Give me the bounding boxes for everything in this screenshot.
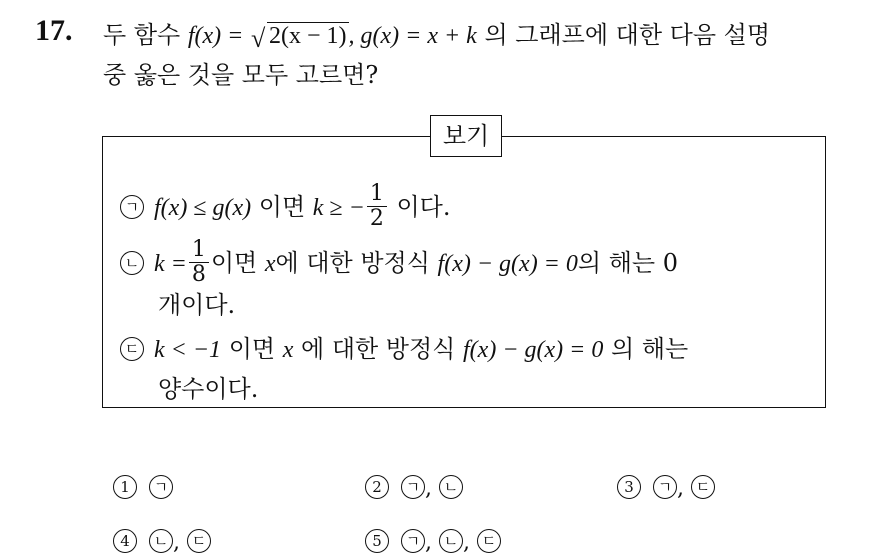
bogi-box [102,122,826,408]
item3-math3: f(x) − g(x) = 0 [463,337,604,363]
choice-number-5-icon: 5 [365,529,389,553]
item2-math3: f(x) − g(x) = 0 [437,251,578,277]
choice-marker: ㄴ [439,529,463,553]
choice-4[interactable]: 4 ㄴ , ㄷ [113,530,211,555]
item2-math2: x [264,251,276,277]
choice-5[interactable]: 5 ㄱ , ㄴ , ㄷ [365,530,501,555]
choice-number-1-icon: 1 [113,475,137,499]
question-text-prefix: 두 함수 [103,21,181,49]
choice-number-4-icon: 4 [113,529,137,553]
item2-fraction [189,238,209,287]
choice-marker: ㄱ [401,475,425,499]
bogi-item-3 [120,329,688,364]
marker-nieun-icon: ㄴ [120,251,144,275]
marker-giyeok-icon: ㄱ [120,195,144,219]
bogi-item-2-cont: 개이다. [158,291,236,319]
choice-1[interactable] [113,476,173,501]
item3-math2: x [282,337,294,363]
item1-text1: 이면 [258,193,306,221]
item2-math1: k = [154,251,187,277]
choice-2[interactable]: 2 ㄱ , ㄴ [365,476,463,501]
bogi-title: 보기 [430,115,502,157]
choice-marker: ㄱ [149,475,173,499]
sqrt-sign-icon: √ [250,24,266,53]
item1-fraction [367,182,387,231]
item2-text2: 에 대한 방정식 [275,249,430,277]
item3-text2: 에 대한 방정식 [301,335,456,363]
item3-text3: 의 해는 [611,335,689,363]
choice-marker: ㄷ [691,475,715,499]
item2-text1: 이면 [210,249,258,277]
choice-number-2-icon: 2 [365,475,389,499]
bogi-item-3-cont: 양수이다. [158,375,259,403]
item2-frac-den: 8 [191,262,206,287]
item3-math1: k < −1 [154,337,222,363]
choice-marker: ㄷ [477,529,501,553]
item1-frac-num: 1 [367,182,387,207]
choice-marker: ㄱ [401,529,425,553]
question-number: 17. [35,14,73,47]
item1-math1: f(x) ≤ g(x) [154,195,252,221]
item2-text3: 의 해는 0 [577,249,678,277]
bogi-item-1 [120,181,451,233]
sqrt-expression [250,23,349,53]
bogi-item-2 [120,237,678,289]
question-line-2: 중 옳은 것을 모두 고르면? [103,61,379,89]
choice-marker: ㄱ [653,475,677,499]
item1-frac-den: 2 [369,206,384,231]
choice-number-3-icon: 3 [617,475,641,499]
item1-text2: 이다. [396,193,451,221]
sqrt-radicand: 2(x − 1) [268,23,347,49]
item3-text1: 이면 [228,335,276,363]
choice-marker: ㄴ [439,475,463,499]
f-definition: f(x) = [187,23,244,49]
item1-math2: k ≥ − [312,195,365,221]
question-line-1 [103,15,771,53]
choice-3[interactable]: 3 ㄱ , ㄷ [617,476,715,501]
question-text-suffix: 의 그래프에 대한 다음 설명 [484,21,771,49]
choice-marker: ㄴ [149,529,173,553]
marker-digeut-icon: ㄷ [120,337,144,361]
g-definition: , g(x) = x + k [348,23,477,49]
item2-frac-num: 1 [189,238,209,263]
choice-marker: ㄷ [187,529,211,553]
